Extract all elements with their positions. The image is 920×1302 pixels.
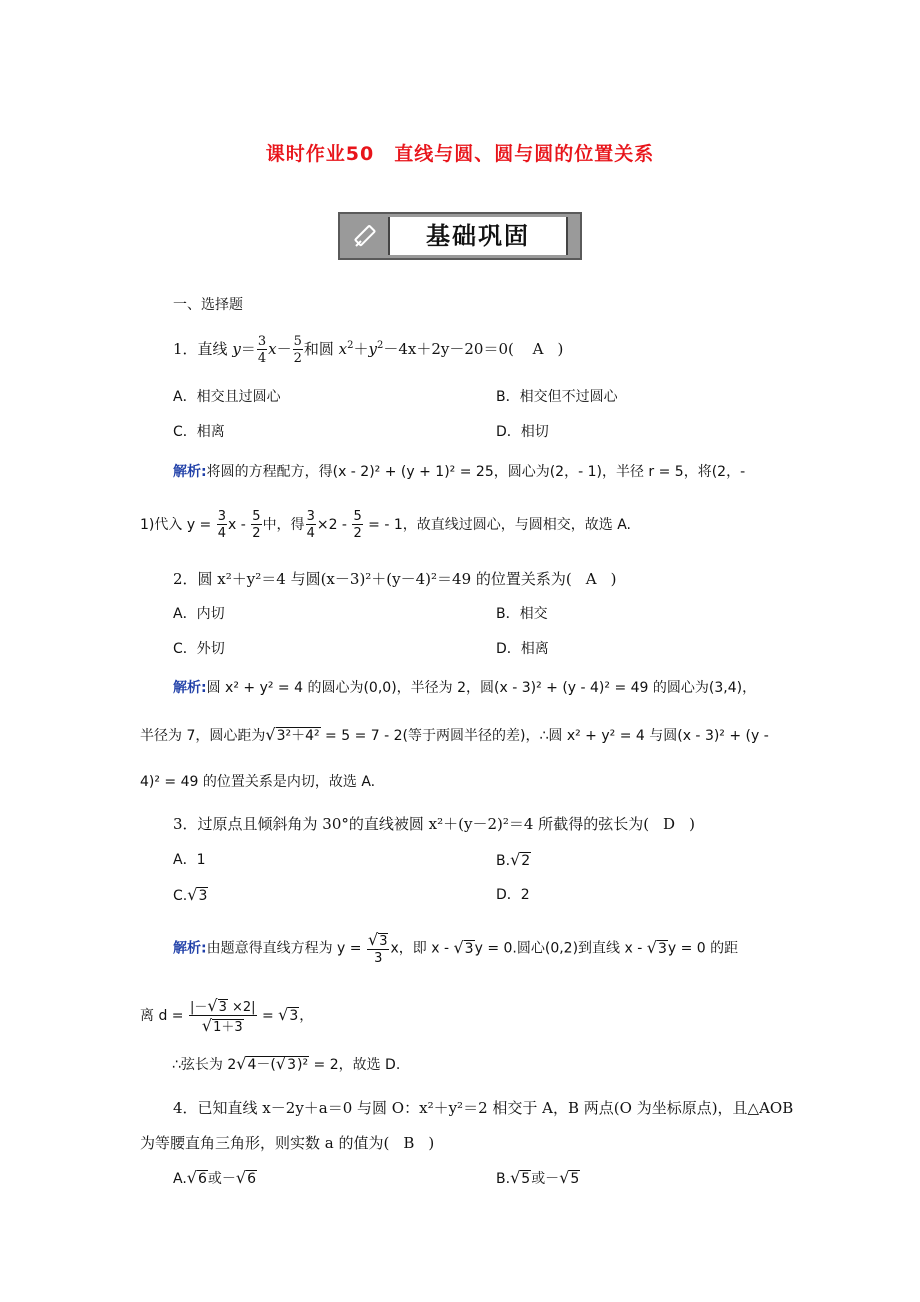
- q4-option-a: A.√6或－√6: [173, 1168, 257, 1187]
- question-4-stem-line-1: 4．已知直线 x－2y＋a＝0 与圆 O：x²＋y²＝2 相交于 A，B 两点(O 为坐标原点)，且△AOB: [173, 1099, 794, 1117]
- question-1-answer: A: [532, 340, 544, 358]
- q1-option-c: C．相离: [173, 424, 225, 440]
- question-4-answer: B: [403, 1134, 415, 1152]
- question-3-stem: 3．过原点且倾斜角为 30°的直线被圆 x²＋(y－2)²＝4 所截得的弦长为( D ): [173, 815, 695, 833]
- section-heading: 一、选择题: [173, 297, 243, 313]
- q2-solution-line-1: 解析:圆 x² + y² = 4 的圆心为(0,0)，半径为 2，圆(x - 3)² + (y - 4)² = 49 的圆心为(3,4)，: [173, 680, 757, 696]
- q3-option-d: D．2: [496, 887, 530, 903]
- q3-solution-line-1: 解析:由题意得直线方程为 y = $\frac{√3}{3}$ x，即 x - √3y = 0.圆心(0,2)到直线 x - √3y = 0 的距: [173, 930, 739, 966]
- q1-option-a: A．相交且过圆心: [173, 389, 281, 405]
- question-4-stem-line-2: 为等腰直角三角形，则实数 a 的值为( B ): [140, 1134, 435, 1152]
- question-1-stem: 1．直线 y＝ $\frac{3}{4}$ x－ $\frac{5}{2}$ 和圆 $x^2+y^2-4x+2y-20=0$( A ): [173, 334, 564, 366]
- solution-label: 解析:: [173, 464, 207, 480]
- question-3-answer: D: [663, 815, 676, 833]
- q2-option-a: A．内切: [173, 606, 225, 622]
- q3-solution-line-3: ∴弦长为 2√4－(√3)² = 2，故选 D.: [172, 1054, 401, 1073]
- q1-option-b: B．相交但不过圆心: [496, 389, 618, 405]
- q2-solution-line-2: 半径为 7，圆心距为√3²＋4² = 5 = 7 - 2(等于两圆半径的差)，∴圆 x² + y² = 4 与圆(x - 3)² + (y -: [140, 725, 769, 744]
- banner-label: 基础巩固: [388, 217, 568, 255]
- q3-solution-line-2: 离 d = $\frac{|-√3 \times 2|}{√1+3}$ = √3，: [140, 996, 314, 1035]
- q3-option-c: C.√3: [173, 885, 208, 904]
- question-2-stem: 2．圆 x²＋y²＝4 与圆(x－3)²＋(y－4)²＝49 的位置关系为( A ): [173, 570, 617, 588]
- q1-option-d: D．相切: [496, 424, 549, 440]
- section-banner: [338, 212, 582, 260]
- q2-option-b: B．相交: [496, 606, 548, 622]
- pencil-icon: [350, 222, 380, 252]
- q1-solution-line-1: 解析:将圆的方程配方，得(x - 2)² + (y + 1)² = 25，圆心为(2，- 1)，半径 r = 5，将(2，-: [173, 464, 746, 480]
- q2-option-c: C．外切: [173, 641, 225, 657]
- page-title: 课时作业50 直线与圆、圆与圆的位置关系: [265, 143, 655, 165]
- q3-option-b: B.√2: [496, 850, 531, 869]
- q2-option-d: D．相离: [496, 641, 549, 657]
- q4-option-b: B.√5或－√5: [496, 1168, 580, 1187]
- question-2-answer: A: [585, 570, 597, 588]
- q1-solution-line-2: 1)代入 y = $\frac{3}{4}$ x - $\frac{5}{2}$ 中，得 $\frac{3}{4}$ ×2 - $\frac{5}{2}$ = - 1，故直线过圆心，与圆相交，故选 A.: [140, 509, 631, 541]
- q2-solution-line-3: 4)² = 49 的位置关系是内切，故选 A.: [140, 774, 376, 790]
- q3-option-a: A．1: [173, 852, 206, 868]
